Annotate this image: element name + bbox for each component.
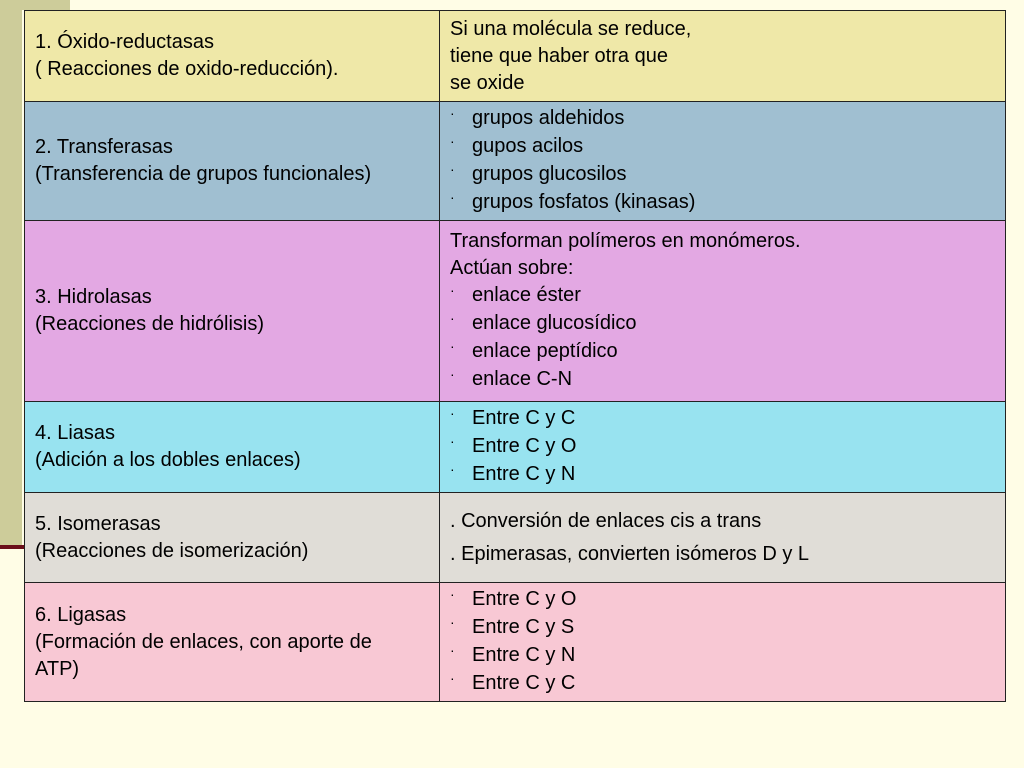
bullet-icon: · xyxy=(450,433,455,449)
bullet-item xyxy=(450,310,1005,338)
description-line: Transforman polímeros en monómeros. xyxy=(450,230,801,252)
enzyme-description-cell xyxy=(440,102,1006,221)
bullet-item xyxy=(450,433,1005,461)
bullet-icon: · xyxy=(450,461,455,477)
enzyme-class-title: 5. Isomerasas xyxy=(35,512,161,535)
enzyme-name-cell xyxy=(25,493,440,583)
enzyme-class-subtitle: (Reacciones de hidrólisis) xyxy=(35,313,264,335)
bullet-text: enlace éster xyxy=(472,284,581,306)
bullet-text: gupos acilos xyxy=(472,135,584,157)
bullet-text: grupos glucosilos xyxy=(472,163,627,185)
bullet-item xyxy=(450,405,1005,433)
enzyme-class-subtitle: (Formación de enlaces, con aporte de xyxy=(35,630,372,653)
bullet-icon: · xyxy=(450,161,455,177)
enzyme-class-subtitle: (Adición a los dobles enlaces) xyxy=(35,449,301,471)
description-line: tiene que haber otra que xyxy=(450,44,668,67)
bullet-icon: · xyxy=(450,366,455,382)
bullet-item xyxy=(450,338,1005,366)
table-row-hidrolasas xyxy=(25,221,1006,402)
bullet-icon: · xyxy=(450,338,455,354)
bullet-text: Entre C y N xyxy=(472,463,576,485)
enzyme-description-cell xyxy=(440,221,1006,402)
bullet-icon: · xyxy=(450,670,455,686)
bullet-icon: · xyxy=(450,282,455,298)
table-row-transferasas xyxy=(25,102,1006,221)
bullet-icon: · xyxy=(450,586,455,602)
bullet-icon: · xyxy=(450,189,455,205)
bullet-text: Entre C y O xyxy=(472,588,577,610)
bullet-item xyxy=(450,161,1005,189)
bullet-icon: · xyxy=(450,310,455,326)
bullet-text: Entre C y C xyxy=(472,407,576,429)
bullet-icon: · xyxy=(450,105,455,121)
bullet-item xyxy=(450,189,1005,217)
bullet-item xyxy=(450,670,1005,698)
description-line: Si una molécula se reduce, xyxy=(450,17,692,40)
bullet-icon: · xyxy=(450,405,455,421)
enzyme-name-cell xyxy=(25,583,440,702)
enzyme-class-title: 1. Óxido-reductasas xyxy=(35,31,214,53)
enzyme-class-title: 3. Hidrolasas xyxy=(35,286,152,308)
enzyme-class-subtitle: (Reacciones de isomerización) xyxy=(35,539,309,562)
table-row-ligasas xyxy=(25,583,1006,702)
enzyme-classes-table xyxy=(24,10,1006,702)
enzyme-class-title: 2. Transferasas xyxy=(35,136,173,158)
enzyme-description-cell xyxy=(440,583,1006,702)
description-line: se oxide xyxy=(450,71,525,94)
bullet-item xyxy=(450,133,1005,161)
description-line: . Epimerasas, convierten isómeros D y L xyxy=(450,542,810,565)
description-line: Actúan sobre: xyxy=(450,257,574,279)
table-row-oxidoreductasas xyxy=(25,11,1006,102)
bullet-icon: · xyxy=(450,133,455,149)
slide-sidebar-rule xyxy=(0,545,26,549)
bullet-item xyxy=(450,105,1005,133)
description-line: . Conversión de enlaces cis a trans xyxy=(450,509,762,532)
bullet-item xyxy=(450,642,1005,670)
bullet-item xyxy=(450,282,1005,310)
bullet-text: Entre C y N xyxy=(472,644,576,666)
bullet-text: Entre C y S xyxy=(472,616,575,638)
enzyme-class-subtitle-cont: ATP) xyxy=(35,657,80,680)
slide-sidebar-decoration xyxy=(0,0,22,548)
bullet-text: Entre C y O xyxy=(472,435,577,457)
enzyme-class-subtitle: (Transferencia de grupos funcionales) xyxy=(35,163,372,185)
enzyme-description-cell xyxy=(440,493,1006,583)
bullet-item xyxy=(450,586,1005,614)
bullet-icon: · xyxy=(450,642,455,658)
enzyme-class-title: 4. Liasas xyxy=(35,422,116,444)
bullet-text: Entre C y C xyxy=(472,672,576,694)
bullet-item xyxy=(450,366,1005,394)
enzyme-description-cell xyxy=(440,11,1006,102)
bullet-item xyxy=(450,614,1005,642)
bullet-item xyxy=(450,461,1005,489)
bullet-text: grupos fosfatos (kinasas) xyxy=(472,191,696,213)
enzyme-name-cell xyxy=(25,402,440,493)
enzyme-name-cell xyxy=(25,102,440,221)
enzyme-name-cell xyxy=(25,11,440,102)
bullet-text: grupos aldehidos xyxy=(472,107,625,129)
enzyme-name-cell xyxy=(25,221,440,402)
table-row-liasas xyxy=(25,402,1006,493)
bullet-text: enlace C-N xyxy=(472,368,573,390)
bullet-icon: · xyxy=(450,614,455,630)
bullet-text: enlace peptídico xyxy=(472,340,618,362)
table-row-isomerasas xyxy=(25,493,1006,583)
enzyme-class-title: 6. Ligasas xyxy=(35,603,127,626)
bullet-text: enlace glucosídico xyxy=(472,312,637,334)
enzyme-description-cell xyxy=(440,402,1006,493)
enzyme-class-subtitle: ( Reacciones de oxido-reducción). xyxy=(35,58,339,80)
